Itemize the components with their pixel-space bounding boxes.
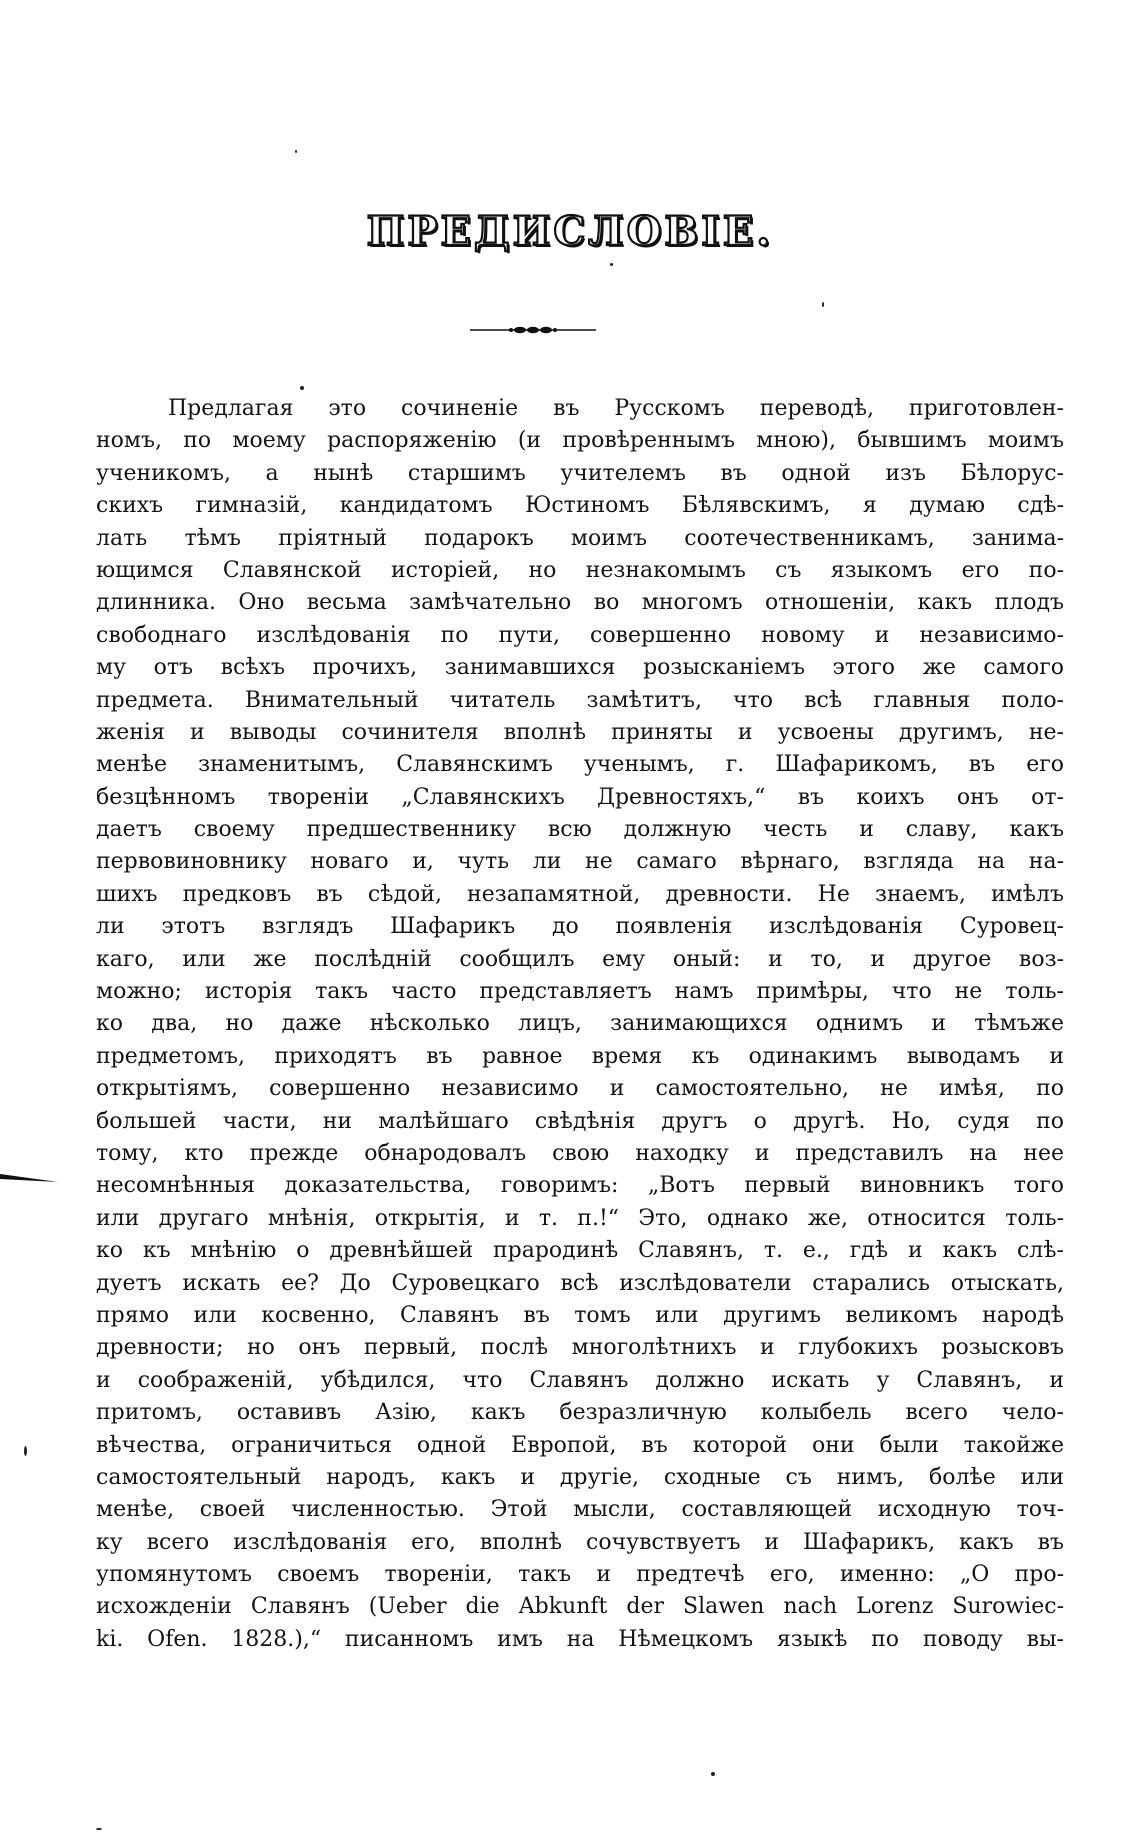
text-line: предмета. Внимательный читатель замѣтитъ, что всѣ главныя поло-	[96, 687, 1064, 713]
text-line: му отъ всѣхъ прочихъ, занимавшихся розысканіемъ этого же самого	[96, 655, 1064, 681]
text-line: безцѣнномъ твореніи „Славянскихъ Древностяхъ,“ въ коихъ онъ от-	[96, 784, 1064, 810]
text-line: ющимся Славянской исторіей, но незнакомымъ съ языкомъ его по-	[96, 557, 1064, 583]
text-line: ко къ мнѣнію о древнѣйшей прародинѣ Славянъ, т. е., гдѣ и какъ слѣ-	[96, 1238, 1064, 1264]
print-speck	[711, 1772, 715, 1776]
text-line: большей части, ни малѣйшаго свѣдѣнія другъ о другѣ. Но, судя по	[96, 1108, 1064, 1134]
print-speck	[822, 302, 824, 307]
preface-body	[96, 393, 1064, 1656]
text-line: можно; исторія такъ часто представляетъ намъ примѣры, что не толь-	[96, 979, 1064, 1005]
text-line: или другаго мнѣнія, открытія, и т. п.!“ Это, однако же, относится толь-	[96, 1205, 1064, 1231]
text-line: и соображеній, убѣдился, что Славянъ должно искать у Славянъ, и	[96, 1367, 1064, 1393]
text-line: открытіямъ, совершенно независимо и самостоятельно, не имѣя, по	[96, 1076, 1064, 1102]
text-line: древности; но онъ первый, послѣ многолѣтнихъ и глубокихъ розысковъ	[96, 1335, 1064, 1361]
print-speck	[96, 1828, 102, 1830]
text-line: первовиновнику новаго и, чуть ли не самаго вѣрнаго, взгляда на на-	[96, 849, 1064, 875]
page-title: ПРЕДИСЛОВІЕ.	[366, 208, 774, 255]
margin-arrow-mark	[0, 1168, 58, 1188]
text-line: менѣе, своей численностью. Этой мысли, составляющей исходную точ-	[96, 1497, 1064, 1523]
text-line: ученикомъ, а нынѣ старшимъ учителемъ въ одной изъ Бѣлорус-	[96, 460, 1064, 486]
text-line: менѣе знаменитымъ, Славянскимъ ученымъ, г. Шафарикомъ, въ его	[96, 752, 1064, 778]
text-line: тому, кто прежде обнародовалъ свою находку и представилъ на нее	[96, 1140, 1064, 1166]
print-speck	[300, 386, 304, 390]
text-line: каго, или же послѣдній сообщилъ ему оный: и то, и другое воз-	[96, 946, 1064, 972]
text-line: длинника. Оно весьма замѣчательно во многомъ отношеніи, какъ плодъ	[96, 590, 1064, 616]
text-line: вѣчества, ограничиться одной Европой, въ которой они были такойже	[96, 1432, 1064, 1458]
text-line: Предлагая это сочиненіе въ Русскомъ переводѣ, приготовлен-	[168, 396, 1064, 421]
text-line: притомъ, оставивъ Азію, какъ безразличную колыбель всего чело-	[96, 1400, 1064, 1426]
text-line: ко два, но даже нѣсколько лицъ, занимающихся однимъ и тѣмъже	[96, 1011, 1064, 1037]
ornament-divider	[470, 324, 596, 336]
text-line: даетъ своему предшественнику всю должную честь и славу, какъ	[96, 817, 1064, 843]
text-line: дуетъ искать ее? До Суровецкаго всѣ изслѣдователи старались отыскать,	[96, 1270, 1064, 1296]
text-line: ку всего изслѣдованія его, вполнѣ сочувствуетъ и Шафарикъ, какъ въ	[96, 1529, 1064, 1555]
text-line: самостоятельный народъ, какъ и другіе, сходные съ нимъ, болѣе или	[96, 1464, 1064, 1490]
text-line: женія и выводы сочинителя вполнѣ приняты и усвоены другимъ, не-	[96, 719, 1064, 745]
text-line: упомянутомъ своемъ твореніи, такъ и предтечѣ его, именно: „О про-	[96, 1562, 1064, 1588]
print-speck	[295, 150, 297, 153]
text-line: лать тѣмъ пріятный подарокъ моимъ соотечественникамъ, занима-	[96, 525, 1064, 551]
text-line: ki. Ofen. 1828.),“ писанномъ имъ на Нѣмецкомъ языкѣ по поводу вы-	[96, 1626, 1064, 1652]
text-line: предметомъ, приходятъ въ равное время къ одинакимъ выводамъ и	[96, 1043, 1064, 1069]
text-line: прямо или косвенно, Славянъ въ томъ или другимъ великомъ народѣ	[96, 1302, 1064, 1328]
text-line: номъ, по моему распоряженію (и провѣреннымъ мною), бывшимъ моимъ	[96, 428, 1064, 454]
text-line: свободнаго изслѣдованія по пути, совершенно новому и независимо-	[96, 622, 1064, 648]
print-speck	[610, 263, 613, 266]
text-line: шихъ предковъ въ сѣдой, незапамятной, древности. Не знаемъ, имѣлъ	[96, 881, 1064, 907]
text-line: скихъ гимназій, кандидатомъ Юстиномъ Бѣлявскимъ, я думаю сдѣ-	[96, 493, 1064, 519]
text-line: несомнѣнныя доказательства, говоримъ: „Вотъ первый виновникъ того	[96, 1173, 1064, 1199]
print-speck	[24, 1446, 27, 1456]
text-line: исхожденіи Славянъ (Ueber die Abkunft der Slawen nach Lorenz Surowiec-	[96, 1594, 1064, 1620]
text-line: ли этотъ взглядъ Шафарикъ до появленія изслѣдованія Суровец-	[96, 914, 1064, 940]
